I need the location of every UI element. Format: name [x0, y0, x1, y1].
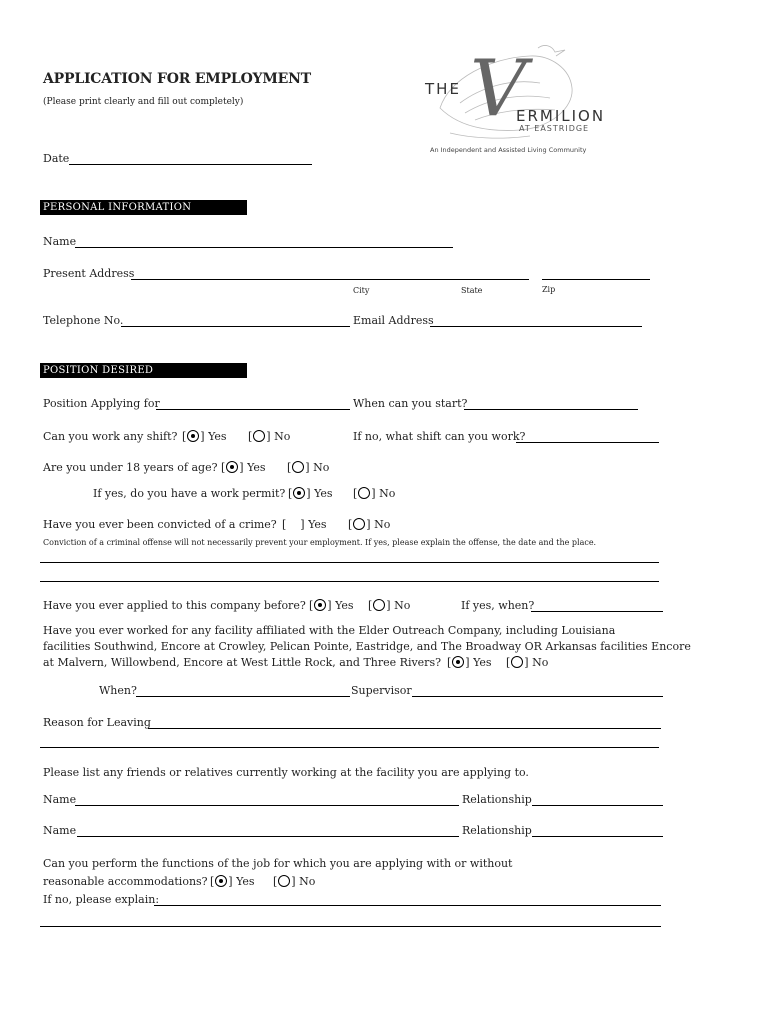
no-label: No: [374, 518, 391, 531]
logo-tagline: An Independent and Assisted Living Community: [430, 146, 587, 154]
logo-at-eastridge: AT EASTRIDGE: [519, 124, 590, 133]
friend2-relationship-field[interactable]: [532, 836, 663, 837]
friend1-relationship-label: Relationship: [462, 793, 532, 806]
any-shift-no-option[interactable]: [ ] No: [248, 430, 291, 443]
applied-no-option[interactable]: [ ] No: [368, 599, 411, 612]
friend1-relationship-field[interactable]: [532, 805, 663, 806]
form-title: APPLICATION FOR EMPLOYMENT: [43, 71, 311, 87]
state-label: State: [461, 286, 483, 295]
yes-label: Yes: [208, 430, 227, 443]
shift-alt-field[interactable]: [516, 442, 659, 443]
applied-when-field[interactable]: [531, 611, 663, 612]
under18-question: Are you under 18 years of age?: [43, 461, 218, 474]
logo-the: THE: [425, 80, 461, 98]
zip-label: Zip: [542, 285, 556, 294]
radio-unchecked-icon[interactable]: [292, 461, 304, 473]
perform-no-option[interactable]: [ ] No: [273, 875, 316, 888]
facility-question-line2: facilities Southwind, Encore at Crowley, Pelican Pointe, Eastridge, and The Broadway OR Arkansas facilities Encore: [43, 640, 691, 653]
no-label: No: [379, 487, 396, 500]
name-field[interactable]: [75, 247, 453, 248]
permit-yes-option[interactable]: [ ] Yes: [288, 487, 333, 500]
date-field[interactable]: [69, 164, 312, 165]
radio-unchecked-icon[interactable]: [373, 599, 385, 611]
friend2-relationship-label: Relationship: [462, 824, 532, 837]
phone-label: Telephone No.: [43, 314, 124, 327]
permit-question: If yes, do you have a work permit?: [93, 487, 286, 500]
perform-question-line2: reasonable accommodations?: [43, 875, 208, 888]
friend2-name-field[interactable]: [77, 836, 459, 837]
conviction-note: Conviction of a criminal offense will not necessarily prevent your employment. If yes, please explain the offense, the date and the place.: [43, 538, 597, 547]
when-label: When?: [99, 684, 137, 697]
radio-checked-icon[interactable]: [293, 487, 305, 499]
yes-label: Yes: [236, 875, 255, 888]
supervisor-label: Supervisor: [351, 684, 412, 697]
date-label: Date: [43, 152, 70, 165]
friend2-name-label: Name: [43, 824, 77, 837]
form-subtitle: (Please print clearly and fill out completely): [43, 97, 244, 107]
radio-unchecked-icon[interactable]: [353, 518, 365, 530]
yes-label: Yes: [247, 461, 266, 474]
any-shift-yes-option[interactable]: [ ] Yes: [182, 430, 227, 443]
email-label: Email Address: [353, 314, 434, 327]
radio-checked-icon[interactable]: [215, 875, 227, 887]
radio-unchecked-icon[interactable]: [278, 875, 290, 887]
yes-label: Yes: [473, 656, 492, 669]
facility-yes-option[interactable]: [ ] Yes: [447, 656, 492, 669]
personal-info-header: PERSONAL INFORMATION: [40, 200, 247, 215]
explain-field[interactable]: [154, 905, 661, 906]
perform-yes-option[interactable]: [ ] Yes: [210, 875, 255, 888]
no-label: No: [313, 461, 330, 474]
convicted-yes-option[interactable]: [ ] Yes: [282, 518, 327, 531]
supervisor-field[interactable]: [412, 696, 663, 697]
name-label: Name: [43, 235, 77, 248]
radio-checked-icon[interactable]: [226, 461, 238, 473]
radio-unchecked-icon[interactable]: [358, 487, 370, 499]
yes-label: Yes: [308, 518, 327, 531]
under18-yes-option[interactable]: [ ] Yes: [221, 461, 266, 474]
friends-question: Please list any friends or relatives currently working at the facility you are applying to.: [43, 766, 529, 779]
no-label: No: [394, 599, 411, 612]
yes-label: Yes: [335, 599, 354, 612]
shift-alt-question: If no, what shift can you work?: [353, 430, 526, 443]
no-label: No: [299, 875, 316, 888]
no-label: No: [532, 656, 549, 669]
applied-yes-option[interactable]: [ ] Yes: [309, 599, 354, 612]
facility-question-line1: Have you ever worked for any facility affiliated with the Elder Outreach Company, including Louisiana: [43, 624, 616, 637]
convicted-no-option[interactable]: [ ] No: [348, 518, 391, 531]
applied-when-label: If yes, when?: [461, 599, 535, 612]
any-shift-question: Can you work any shift?: [43, 430, 178, 443]
explain-label: If no, please explain:: [43, 893, 160, 906]
reason-leaving-field[interactable]: [148, 728, 661, 729]
position-desired-header: POSITION DESIRED: [40, 363, 247, 378]
friend1-name-label: Name: [43, 793, 77, 806]
conviction-explain-line-2[interactable]: [40, 581, 659, 582]
facility-no-option[interactable]: [ ] No: [506, 656, 549, 669]
position-applying-field[interactable]: [156, 409, 350, 410]
radio-checked-icon[interactable]: [452, 656, 464, 668]
start-date-label: When can you start?: [353, 397, 468, 410]
city-label: City: [353, 286, 370, 295]
perform-question-line1: Can you perform the functions of the job for which you are applying with or without: [43, 857, 513, 870]
permit-no-option[interactable]: [ ] No: [353, 487, 396, 500]
radio-unchecked-icon[interactable]: [511, 656, 523, 668]
phone-field[interactable]: [121, 326, 350, 327]
radio-checked-icon[interactable]: [187, 430, 199, 442]
reason-leaving-line-2[interactable]: [40, 747, 659, 748]
radio-unchecked-icon[interactable]: [253, 430, 265, 442]
logo-v: V: [470, 44, 527, 134]
conviction-explain-line-1[interactable]: [40, 562, 659, 563]
under18-no-option[interactable]: [ ] No: [287, 461, 330, 474]
address-field[interactable]: [131, 279, 529, 280]
applied-before-question: Have you ever applied to this company before?: [43, 599, 306, 612]
facility-question-line3: at Malvern, Willowbend, Encore at West Little Rock, and Three Rivers?: [43, 656, 441, 669]
friend1-name-field[interactable]: [75, 805, 459, 806]
logo-ermilion: ERMILION: [516, 107, 606, 125]
address-label: Present Address: [43, 267, 135, 280]
when-field[interactable]: [136, 696, 350, 697]
convicted-question: Have you ever been convicted of a crime?: [43, 518, 277, 531]
radio-checked-icon[interactable]: [314, 599, 326, 611]
zip-field[interactable]: [542, 279, 650, 280]
explain-line-2[interactable]: [40, 926, 661, 927]
reason-leaving-label: Reason for Leaving: [43, 716, 151, 729]
yes-label: Yes: [314, 487, 333, 500]
no-label: No: [274, 430, 291, 443]
position-applying-label: Position Applying for: [43, 397, 160, 410]
start-date-field[interactable]: [464, 409, 638, 410]
email-field[interactable]: [430, 326, 642, 327]
